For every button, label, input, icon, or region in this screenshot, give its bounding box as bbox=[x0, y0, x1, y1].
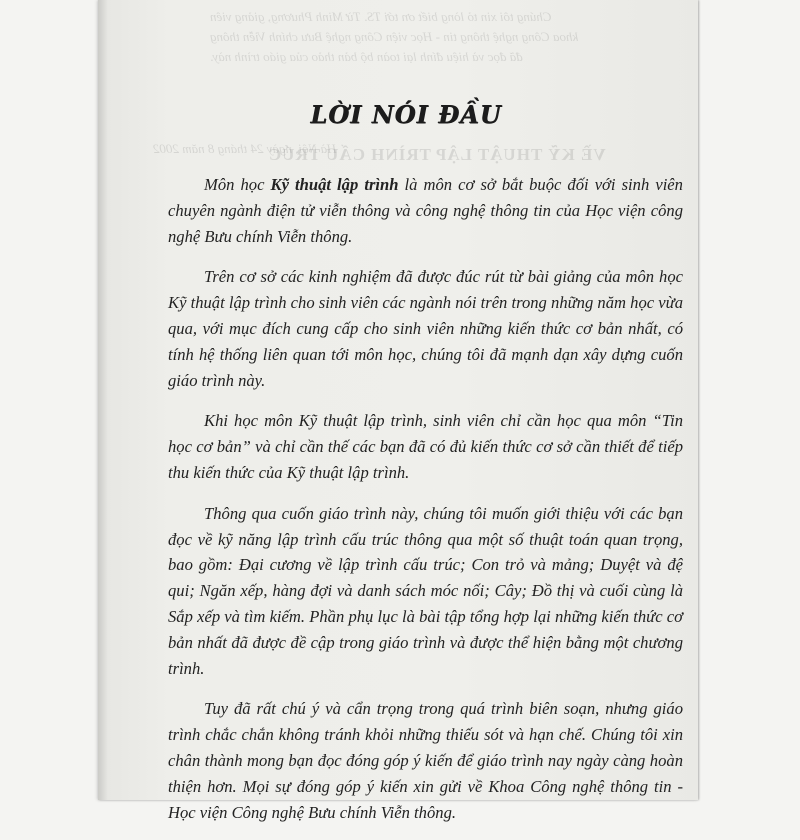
preface-body bbox=[168, 172, 683, 840]
paragraph-2: Trên cơ sở các kinh nghiệm đã được đúc rút từ bài giảng của môn học Kỹ thuật lập trình cho sinh viên các ngành nói trên trong những năm học vừa qua, với mục đích cung cấp cho sinh viên những kiến thức cơ bản nhất, có tính hệ thống liên quan tới môn học, chúng tôi đã mạnh dạn xây dựng cuốn giáo trình này. bbox=[168, 267, 683, 390]
paragraph-4: Thông qua cuốn giáo trình này, chúng tôi muốn giới thiệu với các bạn đọc về kỹ năng lập trình cấu trúc thông qua một số thuật toán quan trọng, bao gồm: Đại cương về lập trình cấu trúc; Con trỏ và mảng; Duyệt và đệ qui; Ngăn xếp, hàng đợi và danh sách móc nối; Cây; Đồ thị và cuối cùng là Sắp xếp và tìm kiếm. Phần phụ lục là bài tập tổng hợp lại những kiến thức cơ bản nhất đã được đề cập trong giáo trình và được thể hiện bằng một chương trình. bbox=[168, 503, 683, 678]
bleed-through-chapter-title: VỀ KỸ THUẬT LẬP TRÌNH CẤU TRÚC bbox=[268, 145, 606, 164]
book-page bbox=[98, 0, 698, 822]
bleed-through-place-date: Hà Nội, ngày 24 tháng 8 năm 2002 bbox=[153, 141, 337, 156]
bleed-through-ack-1: Chúng tôi xin tỏ lòng biết ơn tới TS. Từ Minh Phương, giảng viên bbox=[210, 9, 552, 24]
paragraph-1: Môn học Kỹ thuật lập trình là môn cơ sở bắt buộc đối với sinh viên chuyên ngành điện tử viễn thông và công nghệ thông tin của Học viện công nghệ Bưu chính Viễn thông. bbox=[168, 175, 683, 246]
bleed-through-ack-2: khoa Công nghệ thông tin - Học viện Công nghệ Bưu chính Viễn thông bbox=[210, 29, 579, 44]
page-title: LỜI NÓI ĐẦU bbox=[310, 100, 502, 129]
paragraph-3: Khi học môn Kỹ thuật lập trình, sinh viên chỉ cần học qua môn “Tin học cơ bản” và chỉ cần thế các bạn đã có đủ kiến thức cơ sở cần thiết để tiếp thu kiến thức của Kỹ thuật lập trình. bbox=[168, 411, 683, 482]
course-name-strong: Kỹ thuật lập trình bbox=[270, 175, 399, 194]
bleed-through-ack-3: đã đọc và hiệu đính lại toàn bộ bản thảo của giáo trình này. bbox=[210, 49, 523, 64]
paragraph-5: Tuy đã rất chú ý và cẩn trọng trong quá trình biên soạn, nhưng giáo trình chắc chắn không tránh khỏi những thiếu sót và hạn chế. Chúng tôi xin chân thành mong bạn đọc đóng góp ý kiến để giáo trình nay ngày càng hoàn thiện hơn. Mọi sự đóng góp ý kiến xin gửi về Khoa Công nghệ thông tin - Học viện Công nghệ Bưu chính Viễn thông. bbox=[168, 699, 683, 822]
